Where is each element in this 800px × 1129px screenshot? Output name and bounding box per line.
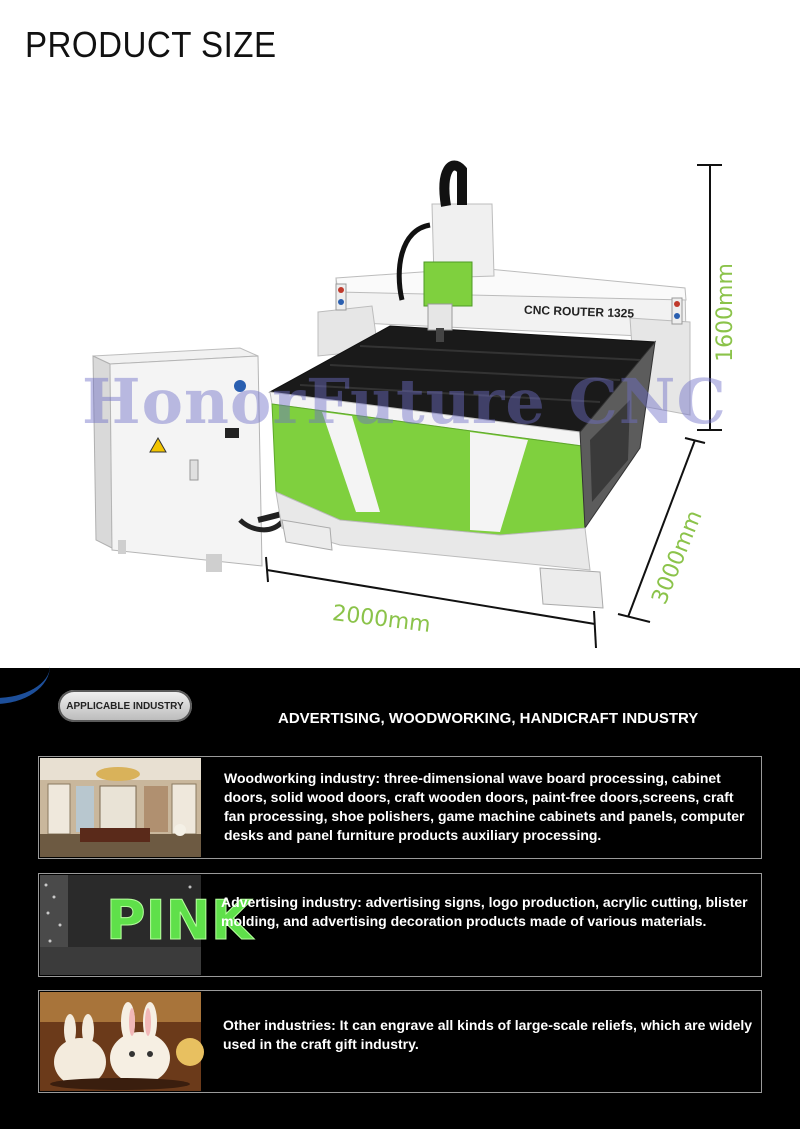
page-title: PRODUCT SIZE [25, 24, 277, 65]
rabbit-figurines-image [40, 992, 201, 1091]
woodworking-interior-image [40, 758, 201, 857]
applicable-industry-section [0, 668, 800, 1129]
sign-letters: PINK [106, 889, 253, 952]
advertising-sign-image [40, 875, 253, 975]
industry-headline: ADVERTISING, WOODWORKING, HANDICRAFT INDUSTRY [278, 710, 699, 727]
applicable-industry-badge: APPLICABLE INDUSTRY [58, 690, 192, 722]
other-industries-description: Other industries: It can engrave all kinds of large-scale reliefs, which are widely used in the craft gift industry. [223, 1017, 753, 1052]
watermark: HonorFuture CNC [82, 365, 727, 438]
industry-card-other [38, 990, 762, 1093]
industry-card-woodworking [38, 756, 762, 859]
dimension-height: 1600mm [712, 263, 738, 362]
dimension-depth: 3000mm [647, 506, 708, 609]
advertising-description: Advertising industry: advertising signs, logo production, acrylic cutting, blister molding, and advertising decoration products made of various materials. [221, 894, 748, 929]
machine-label: CNC ROUTER 1325 [523, 302, 635, 321]
dimension-width: 2000mm [330, 601, 433, 638]
industry-card-advertising [38, 873, 762, 977]
woodworking-description: Woodworking industry: three-dimensional wave board processing, cabinet doors, solid wood doors, craft wooden doors, paint-free doors,screens, craft fan processing, shoe polishers, game machine cabinets and panels, computer desks and panel furniture products auxiliary processing. [224, 770, 745, 843]
